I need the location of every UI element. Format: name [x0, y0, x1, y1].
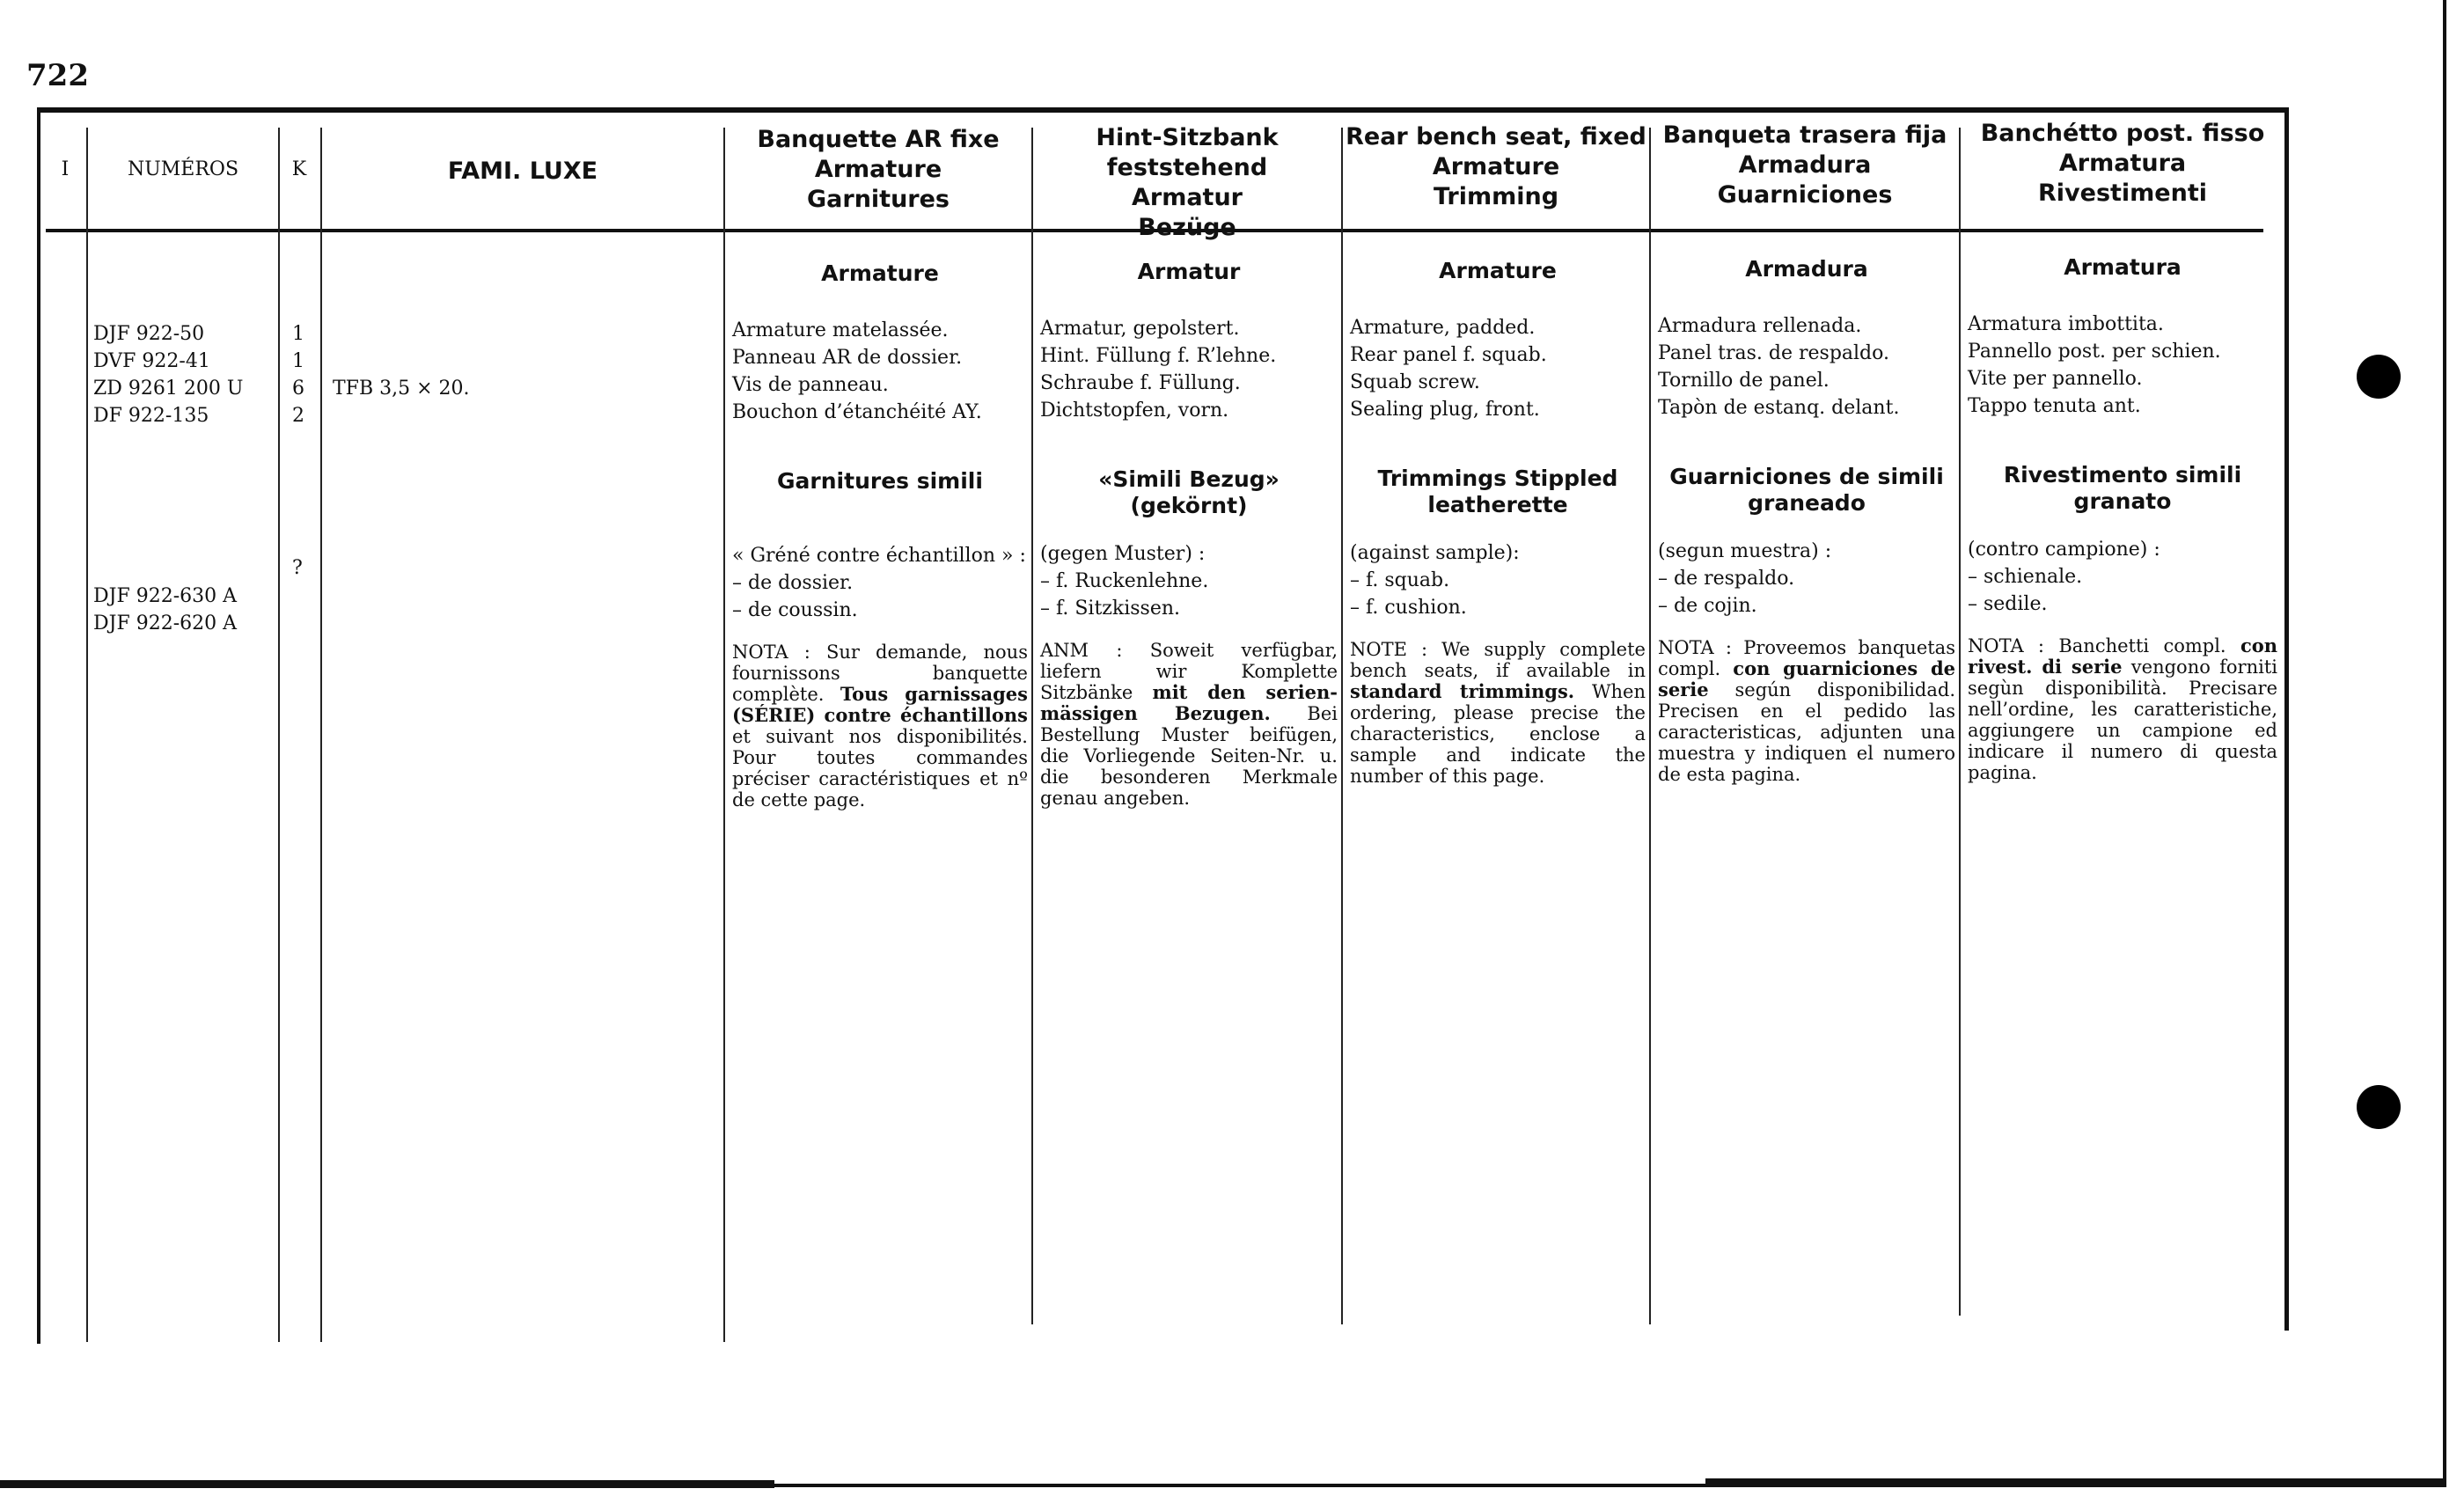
section-title-line: Garnitures simili [777, 468, 983, 494]
item-description: Tappo tenuta ant. [1968, 395, 2141, 417]
header-line: Bezüge [1138, 214, 1236, 241]
note-paragraph [1658, 637, 1955, 785]
header-line: Armatura [2058, 150, 2187, 177]
column-de [1040, 259, 1338, 809]
column-divider [1649, 128, 1651, 1324]
item-description: Squab screw. [1350, 371, 1480, 393]
column-en [1350, 258, 1646, 787]
note-label: NOTA : [732, 642, 810, 663]
simili-item: (against sample): [1350, 542, 1520, 564]
section-title-line: «Simili Bezug» [1098, 466, 1280, 492]
page-right-edge [2443, 0, 2446, 1478]
header-line: Banquette AR fixe [757, 126, 1000, 153]
item-list [1968, 311, 2277, 420]
header-lang-it [1961, 119, 2284, 209]
column-divider [1031, 128, 1033, 1324]
section-title-armature: Armatur [1137, 259, 1241, 284]
section-title-line: Guarniciones de simili [1669, 464, 1944, 489]
simili-item: – sedile. [1968, 593, 2048, 615]
item-list [1040, 315, 1338, 424]
section-title-armature: Armatura [2064, 254, 2182, 280]
simili-item: (contro campione) : [1968, 539, 2160, 561]
header-line: Armature [1432, 153, 1560, 180]
header-col-numeros: NUMÉROS [127, 158, 239, 180]
note-bold-text: con guarniciones de serie [1658, 657, 1955, 700]
parts-numbers [93, 320, 243, 429]
item-description: Tapòn de estanq. delant. [1658, 397, 1900, 419]
section-title-line: leatherette [1427, 492, 1568, 517]
table-right-border [2284, 107, 2289, 1331]
item-description: Vite per pannello. [1968, 368, 2143, 390]
item-description: Vis de panneau. [732, 374, 889, 396]
header-col-k: K [291, 158, 307, 180]
header-line: Banchétto post. fisso [1980, 120, 2265, 147]
punch-hole [2357, 1085, 2401, 1129]
simili-item: – de dossier. [732, 572, 854, 594]
punch-hole [2357, 355, 2401, 399]
section-title-line: granato [2073, 488, 2172, 514]
note-bold-text: standard trimmings. [1350, 680, 1575, 702]
part-number: DJF 922-630 A [93, 585, 238, 607]
section-title-simili [1968, 462, 2277, 518]
part-number: DJF 922-620 A [93, 612, 238, 634]
note-paragraph [1350, 639, 1646, 787]
note-text: según disponibilidad. Precisen en el pedido las caracteristicas, adjunten una muestra y indiquen el numero de esta pagina. [1658, 679, 1955, 785]
item-description: Rear panel f. squab. [1350, 344, 1547, 366]
simili-list [1350, 539, 1646, 621]
simili-list [1968, 536, 2277, 618]
simili-item: – f. cushion. [1350, 597, 1467, 619]
page-number: 722 [26, 58, 89, 93]
section-title-line: Trimmings Stippled [1377, 466, 1618, 491]
note-text: We supply complete bench seats, if available in [1350, 639, 1646, 681]
section-title-simili [1350, 466, 1646, 522]
header-line: Armatur [1131, 184, 1243, 211]
part-qty: 1 [292, 350, 304, 372]
simili-item: « Gréné contre échantillon » : [732, 545, 1026, 567]
part-qty: 6 [292, 378, 304, 400]
header-line: Guarniciones [1717, 181, 1893, 209]
note-bold-text: con rivest. di serie [1968, 634, 2277, 678]
simili-parts-numbers [93, 583, 237, 637]
item-list [1658, 312, 1955, 422]
header-line: Armature [814, 156, 942, 183]
part-fami: TFB 3,5 × 20. [333, 378, 470, 400]
header-line: Rivestimenti [2037, 180, 2208, 207]
header-line: Hint-Sitzbank feststehend [1096, 124, 1279, 181]
simili-item: (gegen Muster) : [1040, 543, 1206, 565]
note-label: NOTE : [1350, 639, 1428, 660]
column-divider [1959, 128, 1961, 1316]
section-title-line: graneado [1748, 490, 1866, 516]
simili-item: – f. Sitzkissen. [1040, 598, 1181, 620]
header-lang-en [1343, 122, 1649, 212]
simili-list [732, 542, 1028, 624]
item-description: Armadura rellenada. [1658, 315, 1862, 337]
note-bold-text: mit den serien-mässigen Bezugen. [1040, 681, 1338, 724]
note-text: vengono forniti segùn disponibilità. Precisare nell’ordine, les caratteristiche, aggiungere un campione ed indicare il numero di questa pagina. [1968, 656, 2277, 783]
item-description: Armature, padded. [1350, 317, 1536, 339]
column-it [1968, 254, 2277, 783]
header-lang-es [1651, 121, 1959, 210]
header-line: Garnitures [807, 186, 950, 213]
table-left-border [37, 107, 40, 1344]
note-bold-text: Tous garnissages (SÉRIE) contre échantillons [732, 683, 1028, 726]
note-text: Soweit verfügbar, liefern wir Komplette Sitzbänke [1040, 640, 1338, 703]
header-lang-de [1033, 123, 1341, 243]
item-description: Hint. Füllung f. R’lehne. [1040, 345, 1277, 367]
column-divider [278, 128, 280, 1342]
note-label: NOTA : [1968, 635, 2045, 656]
item-description: Armature matelassée. [732, 319, 949, 341]
item-description: Tornillo de panel. [1658, 370, 1830, 392]
note-paragraph [732, 642, 1028, 810]
simili-item: – de coussin. [732, 599, 858, 621]
section-title-line: (gekörnt) [1130, 493, 1248, 518]
column-divider [86, 128, 88, 1342]
simili-item: – f. Ruckenlehne. [1040, 570, 1209, 592]
header-col-i: I [61, 158, 70, 180]
section-title-line: Rivestimento simili [2003, 462, 2242, 488]
part-qty: ? [292, 557, 303, 579]
note-text: Bei Bestellung Muster beifügen, die Vorliegende Seiten-Nr. u. die besonderen Merkmale genau angeben. [1040, 703, 1338, 809]
item-description: Armatura imbottita. [1968, 313, 2164, 335]
item-description: Armatur, gepolstert. [1040, 318, 1240, 340]
section-title-armature: Armature [821, 260, 939, 286]
parts-quantities [292, 320, 304, 429]
column-divider [320, 128, 322, 1342]
simili-item: – de respaldo. [1658, 568, 1795, 590]
item-description: Panneau AR de dossier. [732, 347, 963, 369]
column-divider [1341, 128, 1343, 1324]
section-title-simili [1658, 464, 1955, 520]
table-top-border [37, 107, 2288, 113]
item-description: Schraube f. Füllung. [1040, 372, 1241, 394]
part-qty: 2 [292, 405, 304, 427]
column-divider [723, 128, 725, 1342]
item-list [1350, 314, 1646, 423]
part-number: DJF 922-50 [93, 323, 205, 345]
simili-item: – schienale. [1968, 566, 2083, 588]
page-bottom-rule [774, 1484, 1705, 1487]
note-text: Sur demande, nous fournissons banquette complète. [732, 642, 1028, 705]
part-number: DVF 922-41 [93, 350, 210, 372]
simili-list [1040, 540, 1338, 622]
simili-list [1658, 538, 1955, 620]
item-description: Panel tras. de respaldo. [1658, 342, 1889, 364]
note-text: Banchetti compl. [2058, 635, 2226, 656]
header-lang-fr [725, 125, 1031, 215]
simili-item: – de cojin. [1658, 595, 1757, 617]
item-list [732, 317, 1028, 426]
header-line: Armadura [1738, 151, 1872, 179]
note-label: ANM : [1040, 640, 1123, 661]
note-text: Proveemos banquetas compl. [1658, 637, 1955, 679]
item-description: Sealing plug, front. [1350, 399, 1540, 421]
section-title-armature: Armature [1439, 258, 1557, 283]
header-col-fami: FAMI. LUXE [447, 158, 598, 185]
note-label: NOTA : [1658, 637, 1732, 658]
header-line: Banqueta trasera fija [1662, 121, 1947, 149]
header-line: Rear bench seat, fixed [1346, 123, 1646, 150]
section-title-simili [732, 468, 1028, 524]
section-title-armature: Armadura [1745, 256, 1868, 282]
part-number: DF 922-135 [93, 405, 209, 427]
simili-item: (segun muestra) : [1658, 540, 1832, 562]
header-line: Trimming [1433, 183, 1559, 210]
section-title-simili [1040, 466, 1338, 523]
page-bottom-rule [1705, 1478, 2446, 1487]
part-qty: 1 [292, 323, 304, 345]
part-number: ZD 9261 200 U [93, 378, 244, 400]
column-es [1658, 256, 1955, 785]
item-description: Dichtstopfen, vorn. [1040, 400, 1229, 422]
note-text: When ordering, please precise the characteristics, enclose a sample and indicate the number of this page. [1350, 681, 1646, 787]
note-paragraph [1968, 635, 2277, 783]
column-fr [732, 260, 1028, 810]
note-paragraph [1040, 640, 1338, 809]
note-text: et suivant nos disponibilités. Pour toutes commandes préciser caractéristiques et nº de cette page. [732, 726, 1028, 810]
item-description: Pannello post. per schien. [1968, 341, 2221, 363]
item-description: Bouchon d’étanchéité AY. [732, 401, 982, 423]
page-bottom-rule [0, 1480, 774, 1488]
simili-item: – f. squab. [1350, 569, 1450, 591]
